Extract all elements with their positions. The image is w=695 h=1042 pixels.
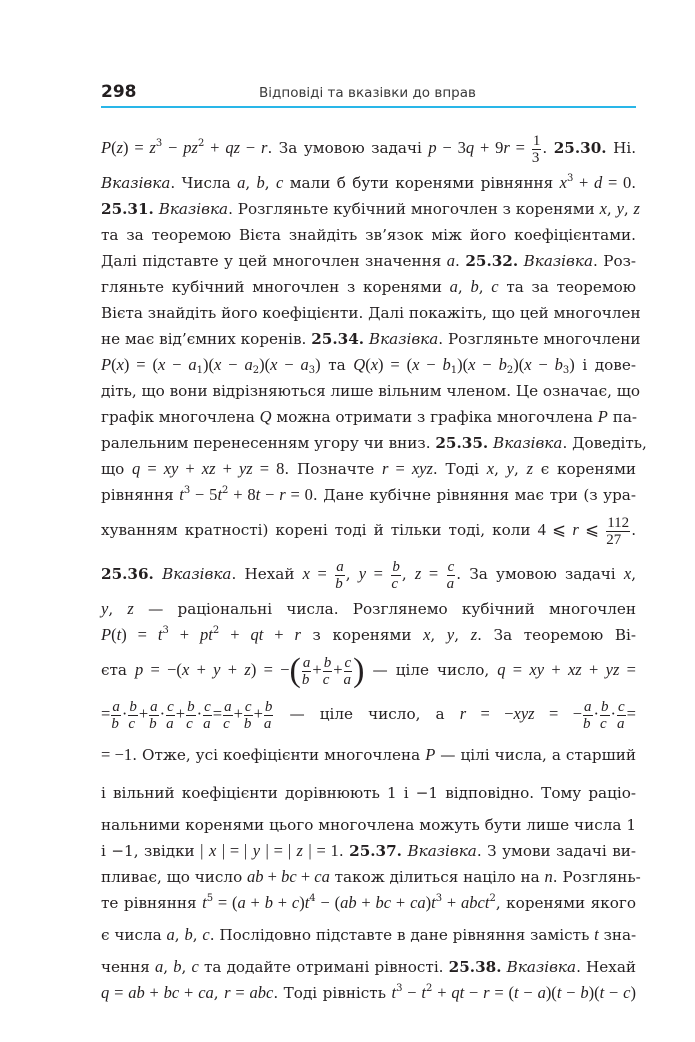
text-line-4: та за теоремою Вієта знайдіть зв’язок між його коефіцієнтами.: [101, 226, 636, 244]
text-line-5: Далі підставте у цей многочлен значення a. 25.32. Вказівка. Роз-: [101, 251, 637, 270]
text-line-3: 25.31. Вказівка. Розгляньте кубічний многочлен з коренями x, y, z: [101, 199, 640, 218]
text-line-17: y, z — раціональні числа. Розглянемо кубічний многочлен: [101, 599, 636, 618]
text-line-15: хуванням кратності) корені тоді й тільки тоді, коли 4 ⩽ r ⩽ $\frac{112}{27}$ .: [101, 514, 637, 548]
text-line-18: $P(t) = t^3 + pt^2$ + qt + r з коренями x, y, z. За теоремою Ві-: [101, 625, 636, 644]
text-line-23: нальними коренями цього многочлена можуть бути лише числа 1: [101, 816, 636, 834]
text-line-12: ралельним перенесенням угору чи вниз. 25.35. Вказівка. Доведіть,: [101, 434, 647, 452]
text-line-13: що q = xy + xz + yz = 8. Позначте r = xyz. Тоді x, y, z є коренями: [101, 459, 637, 478]
text-line-27: є числа a, b, c. Послідовно підставте в дане рівняння замість t зна-: [101, 925, 637, 944]
text-line-8: не має від’ємних коренів. 25.34. Вказівка. Розгляньте многочлени: [101, 330, 641, 348]
text-line-21: = −1. Отже, усі коефіцієнти многочлена P — цілі числа, а старший: [101, 745, 636, 764]
text-line-9: $P(x) = (x - a_1)(x - a_2)(x - a_3)$ та $Q(x) = (x - b_1)(x - b_2)(x - b_3)$ і дове-: [101, 355, 636, 376]
text-line-14: рівняння $t^3 - 5t^2 + 8t - r = 0$. Дане кубічне рівняння має три (з ура-: [101, 485, 636, 504]
text-line-20: = $\frac{a}{b}$ · $\frac{b}{c}$ + $\frac{a}{b}$ · $\frac{c}{a}$ + $\frac{b}{c}$ · $\frac{c}{a}$ = $\frac{a}{c}$ + $\frac{c}{b}$ + $\frac{b}{a}$ — ціле число, а r = −xyz = − $\frac{a}{b}$ · $\frac{b}{c}$ · $\frac{c}{a}$ =: [101, 698, 636, 732]
text-line-29: q = ab + bc + ca, r = abc. Тоді рівність $t^3 - t^2$ + qt − r = (t − a)(t − b)(t − c): [101, 983, 636, 1002]
text-line-1: $P(z) = z^3 - pz^2$ + qz − r. За умовою задачі p − 3q + 9r = $\frac{1}{3}$ . 25.30. Ні.: [101, 132, 637, 166]
text-line-11: графік многочлена Q можна отримати з графіка многочлена P па-: [101, 407, 638, 426]
text-line-26: те рівняння $t^5 = (a + b + c)t^4 - (ab$ + bc + $ca)t^3$ + abct$^2$, коренями якого: [101, 893, 637, 912]
page-body: [101, 126, 647, 1006]
text-line-7: Вієта знайдіть його коефіцієнти. Далі покажіть, що цей многочлен: [101, 304, 641, 322]
page-number: 298: [101, 82, 137, 102]
fraction-one-third: $\frac{1}{3}$: [531, 132, 541, 166]
text-line-19: єта p = −(x + y + z) = −( $\frac{a}{b}$ + $\frac{b}{c}$ + $\frac{c}{a}$ ) — ціле число, q = xy + xz + yz =: [101, 652, 636, 689]
text-line-24: і −1, звідки | x | = | y | = | z | = 1. 25.37. Вказівка. З умови задачі ви-: [101, 841, 637, 860]
text-line-28: чення a, b, c та додайте отримані рівності. 25.38. Вказівка. Нехай: [101, 957, 637, 976]
text-line-25: пливає, що число ab + bc + ca також ділиться націло на n. Розглянь-: [101, 867, 641, 886]
text-line-2: Вказівка. Числа a, b, c мали б бути коренями рівняння $x^3 + d = 0$.: [101, 173, 637, 192]
text-line-6: гляньте кубічний многочлен з коренями a, b, c та за теоремою: [101, 277, 637, 296]
text-line-22: і вільний коефіцієнти дорівнюють 1 і −1 відповідно. Тому раціо-: [101, 784, 636, 802]
header-rule: [101, 106, 636, 108]
text-line-10: діть, що вони відрізняються лише вільним членом. Це означає, що: [101, 382, 641, 400]
fraction-112-27: $\frac{112}{27}$: [606, 514, 630, 548]
text-line-16: 25.36. Вказівка. Нехай x = $\frac{a}{b}$ , y = $\frac{b}{c}$ , z = $\frac{c}{a}$ . За умовою задачі x,: [101, 558, 637, 592]
running-title: Відповіді та вказівки до вправ: [259, 85, 476, 101]
